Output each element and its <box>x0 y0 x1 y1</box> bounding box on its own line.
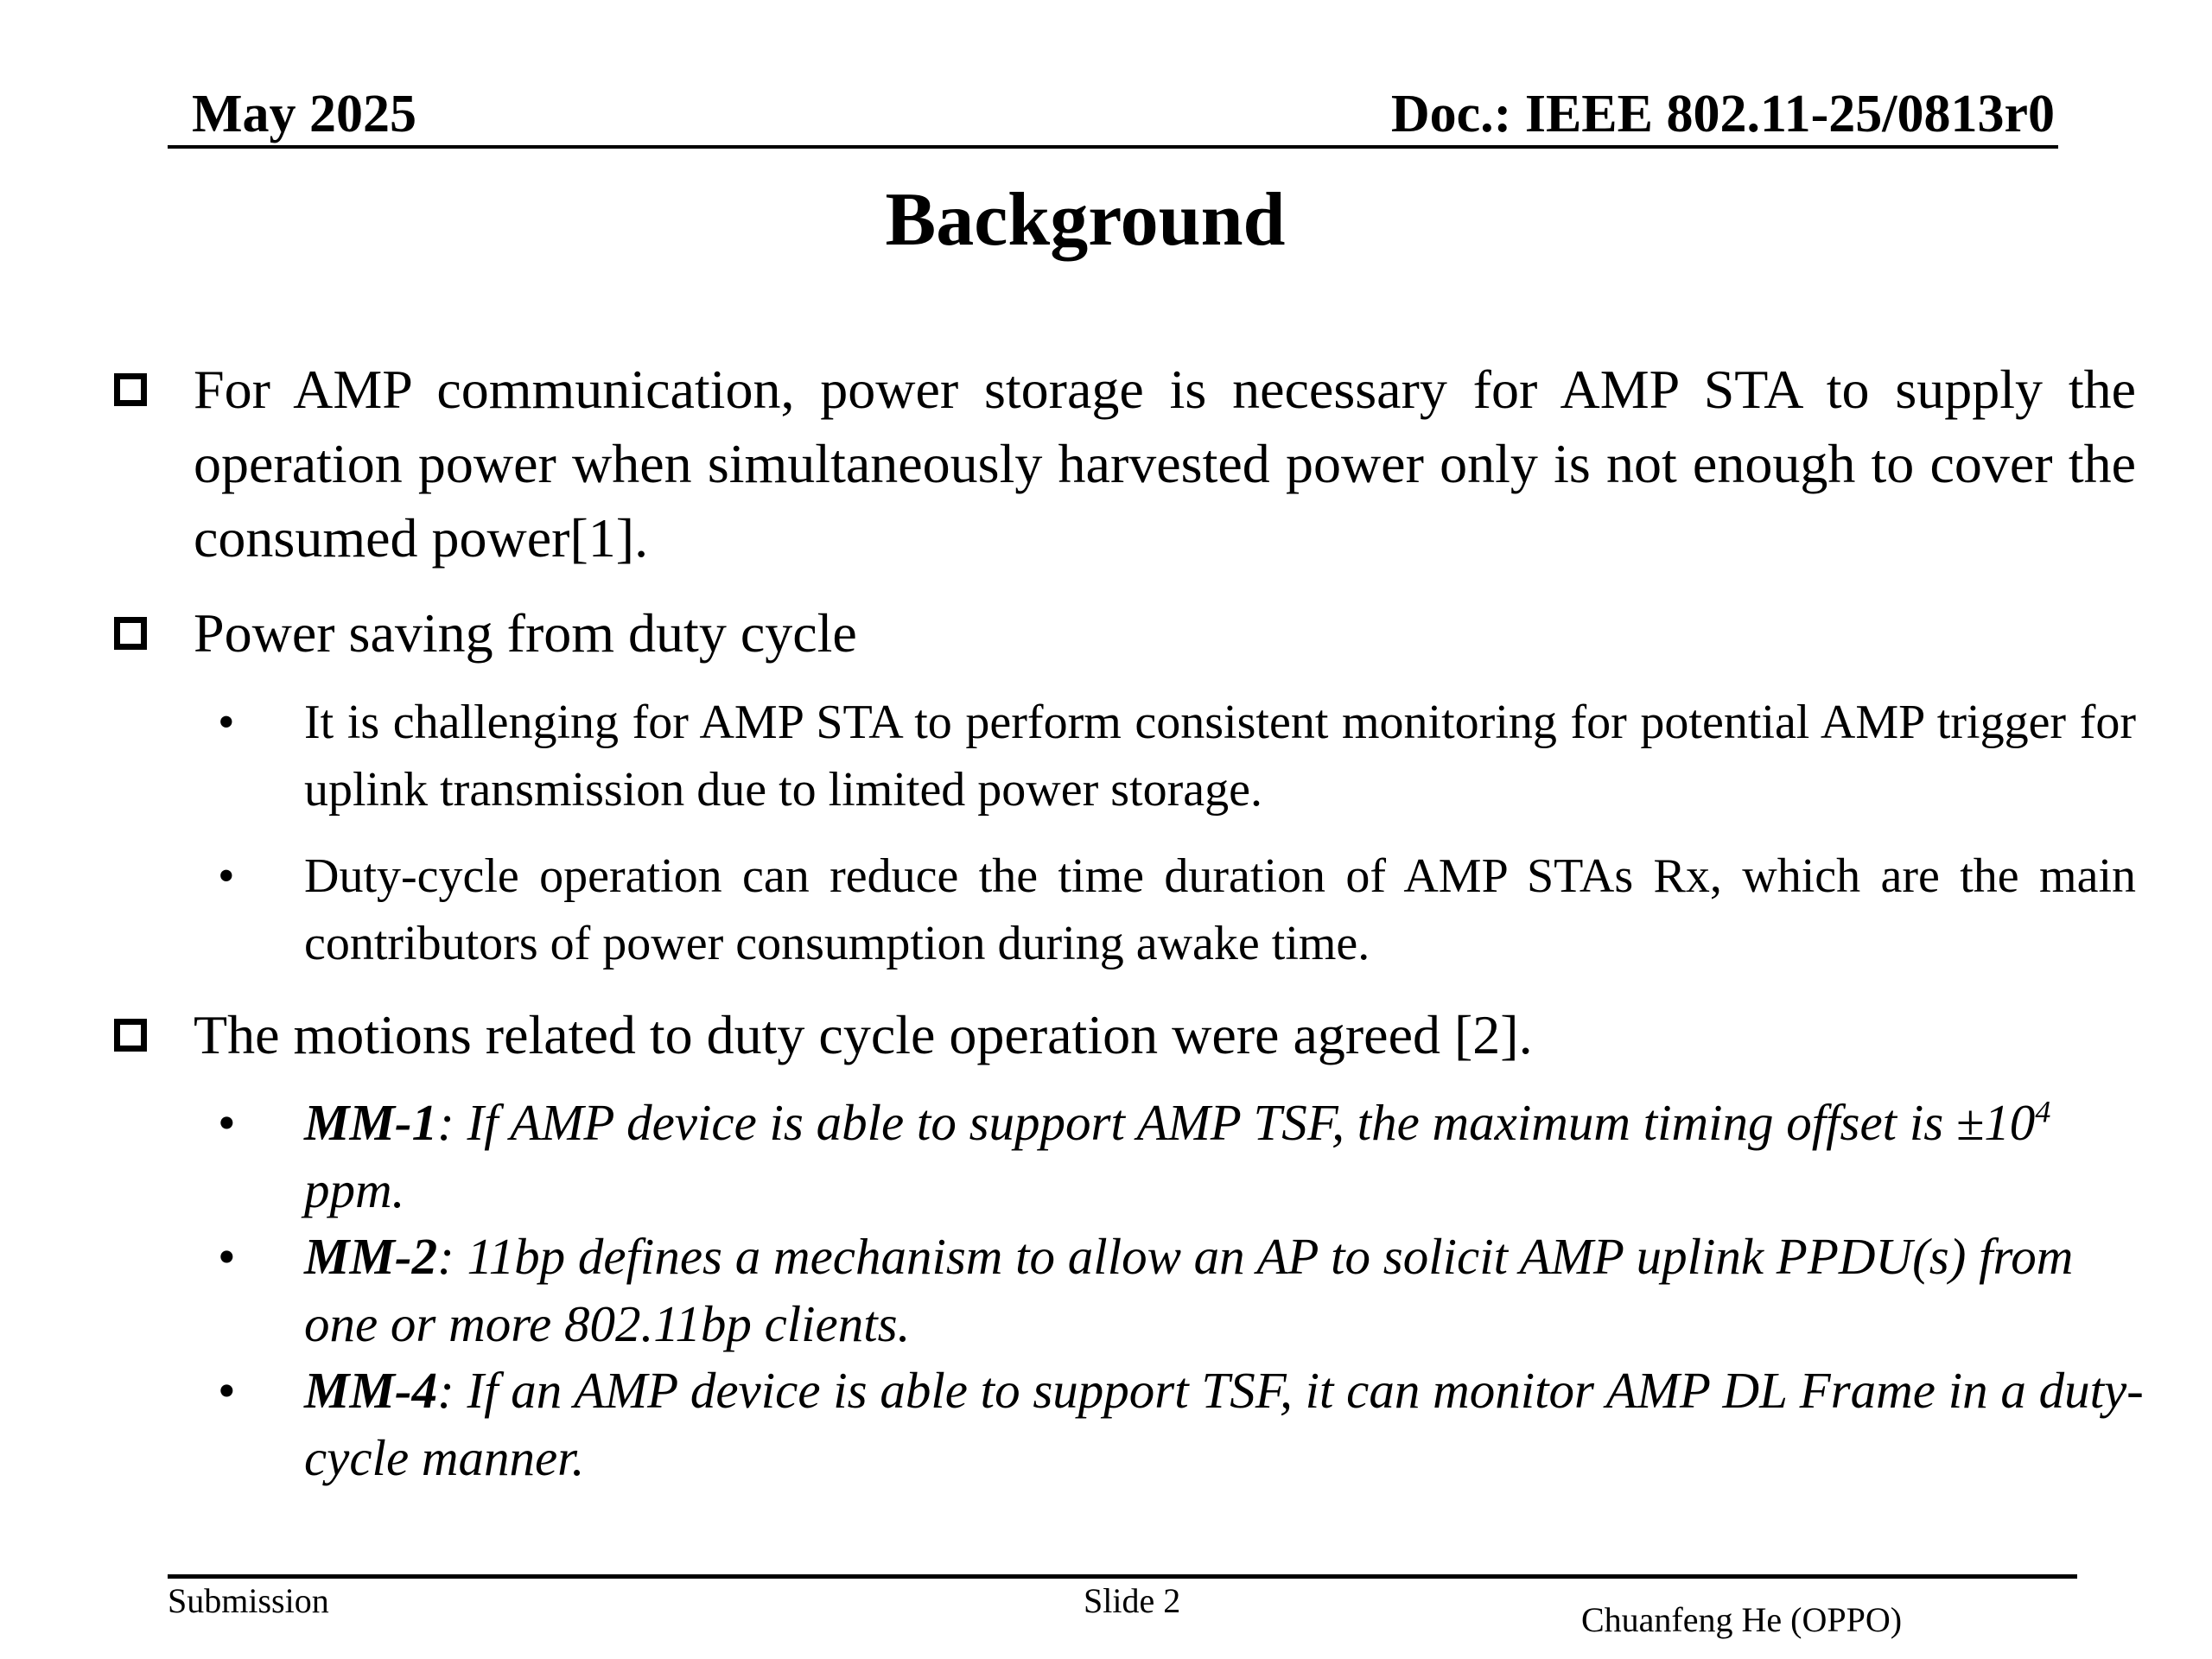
bullet-dot-icon: • <box>218 1228 236 1285</box>
sub-bullet-2-1-text: It is challenging for AMP STA to perform consistent monitoring for potential AMP trigger for uplink transmission due to limited power storage. <box>304 696 2136 817</box>
motion-text: : If AMP device is able to support AMP TSF, the maximum timing offset is ±10 <box>437 1094 2036 1151</box>
bullet-1 <box>194 353 2136 575</box>
checkbox-bullet-icon <box>114 1019 147 1052</box>
bullet-dot-icon: • <box>218 696 235 749</box>
header-rule <box>168 145 2058 149</box>
motion-mm-2 <box>218 1223 2153 1357</box>
motion-tag: MM-2 <box>304 1228 438 1285</box>
motion-superscript: 4 <box>2035 1094 2051 1129</box>
bullet-2-text: Power saving from duty cycle <box>194 602 857 664</box>
bullet-3 <box>194 998 2136 1072</box>
footer-submission: Submission <box>168 1581 329 1620</box>
header-doc-id: Doc.: IEEE 802.11-25/0813r0 <box>1390 85 2055 143</box>
motion-text-tail: ppm. <box>304 1161 405 1218</box>
motion-text: : 11bp defines a mechanism to allow an AP to solicit AMP uplink PPDU(s) from one or more 802.11bp clients. <box>304 1228 2074 1352</box>
sub-bullet-2-2-text: Duty-cycle operation can reduce the time duration of AMP STAs Rx, which are the main contributors of power consumption during awake time. <box>304 849 2136 970</box>
footer-author: Chuanfeng He (OPPO) <box>1581 1600 1903 1639</box>
sub-bullet-2-2 <box>218 842 2136 977</box>
bullet-dot-icon: • <box>218 1362 236 1419</box>
slide-title: Background <box>885 178 1286 262</box>
motion-mm-4 <box>218 1357 2153 1491</box>
bullet-2 <box>194 596 2136 671</box>
footer-rule <box>168 1574 2077 1579</box>
bullet-dot-icon: • <box>218 849 235 903</box>
bullet-dot-icon: • <box>218 1094 236 1151</box>
bullet-3-text: The motions related to duty cycle operation were agreed [2]. <box>194 1004 1533 1065</box>
motion-tag: MM-1 <box>304 1094 438 1151</box>
bullet-1-text: For AMP communication, power storage is necessary for AMP STA to supply the operation power when simultaneously harvested power only is not enough to cover the consumed power[1]. <box>194 359 2136 569</box>
checkbox-bullet-icon <box>114 373 147 406</box>
motion-mm-1 <box>218 1089 2153 1224</box>
footer-slide-number: Slide 2 <box>1084 1581 1181 1620</box>
motion-text: : If an AMP device is able to support TSF, it can monitor AMP DL Frame in a duty-cycle manner. <box>304 1362 2144 1486</box>
motion-tag: MM-4 <box>304 1362 438 1419</box>
checkbox-bullet-icon <box>114 617 147 650</box>
header-date: May 2025 <box>192 85 417 143</box>
sub-bullet-2-1 <box>218 689 2136 823</box>
